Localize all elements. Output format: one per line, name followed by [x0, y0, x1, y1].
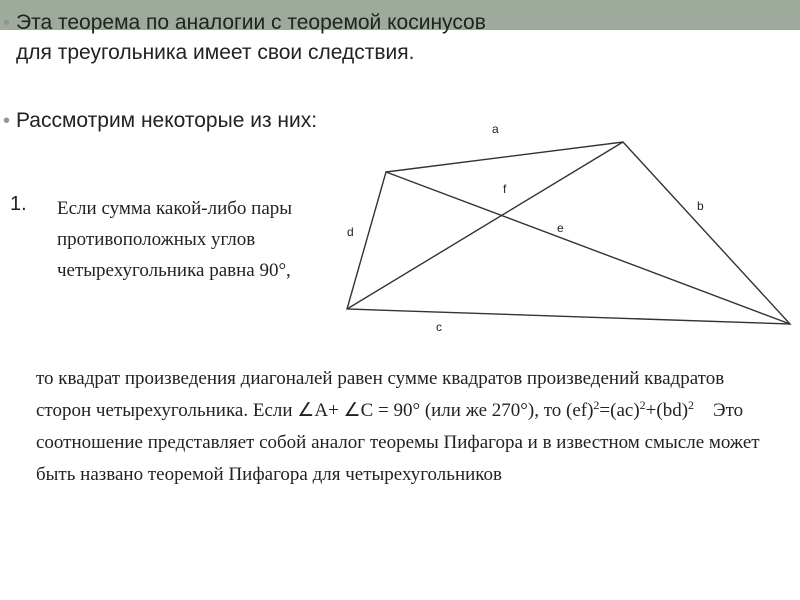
- quadrilateral-diagram: [340, 110, 800, 350]
- paragraph-part-2: Это соотношение представляет собой аналог теоремы Пифагора и в известном смысле может быть названо теоремой Пифагора для четырехугольников: [36, 400, 765, 485]
- bullet-text-2: Рассмотрим некоторые из них:: [16, 109, 318, 132]
- paragraph-part-1: то квадрат произведения диагоналей равен сумме квадратов произведений квадратов сторон четырехугольника. Если: [36, 368, 725, 421]
- exponent: 2: [688, 398, 695, 412]
- diagonal-label-e: e: [557, 221, 564, 235]
- item-number: 1.: [10, 193, 27, 215]
- exponent: 2: [593, 398, 600, 412]
- side-label-a: a: [492, 122, 499, 136]
- item-condition: Если сумма какой-либо пары противоположных углов четырехугольника равна 90°,: [57, 198, 293, 281]
- bullet-item-1: [0, 8, 520, 68]
- paragraph-angle-c: C = 90° (или же 270°), то (ef): [360, 400, 594, 421]
- side-label-b: b: [697, 199, 704, 213]
- theorem-paragraph: [36, 363, 776, 491]
- angle-icon: ∠: [343, 400, 361, 421]
- angle-icon: ∠: [297, 400, 315, 421]
- diagonal-label-f: f: [503, 182, 507, 196]
- paragraph-eq-2: =(ac): [599, 400, 640, 421]
- bullet-text-1: Эта теорема по аналогии с теоремой косинусов для треугольника имеет свои следствия.: [16, 11, 486, 64]
- paragraph-eq-3: +(bd): [645, 400, 689, 421]
- quadrilateral-outline: [347, 142, 790, 324]
- diagonal-f: [347, 142, 623, 309]
- side-label-c: c: [436, 320, 442, 334]
- bullet-dot: •: [3, 12, 11, 34]
- bullet-dot: •: [3, 110, 11, 132]
- side-label-d: d: [347, 225, 354, 239]
- exponent: 2: [639, 398, 646, 412]
- paragraph-angle-a: A+: [314, 400, 344, 421]
